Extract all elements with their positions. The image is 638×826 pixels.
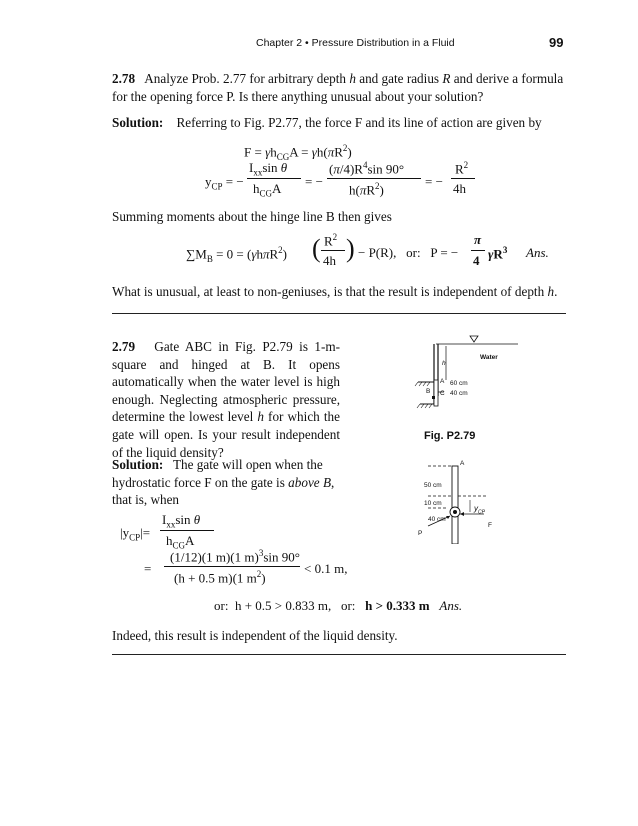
problem-2-79-conclusion: Indeed, this result is independent of the liquid density. bbox=[112, 628, 398, 643]
label-ycp-y: y bbox=[474, 504, 478, 513]
water-surface-marker bbox=[470, 336, 478, 342]
problem-2-79-solution: Solution: The gate will open when the hydrostatic force F on the gate is above B, that is, when bbox=[112, 457, 335, 508]
label-50cm: 50 cm bbox=[424, 482, 442, 489]
label-10cm: 10 cm bbox=[424, 500, 442, 507]
problem-2-78-solution-intro bbox=[112, 114, 566, 132]
equation-abs-ycp: $|y_{CP}|=$ $I_{xx}\sin$ θ $h_{CG}A$ bbox=[120, 512, 240, 550]
divider bbox=[112, 654, 566, 655]
label-ycp-sub: CP bbox=[478, 509, 485, 516]
equation-moment-sum: $\sum M_B = 0 = (\gamma h\pi R^2)$ ( $R^2$ 4h ) − P(R), or: P = − π 4 $\gamma R^3$ Ans. bbox=[186, 232, 549, 268]
label-ycp bbox=[474, 504, 485, 516]
solution-label: Solution: bbox=[112, 115, 164, 130]
label-b: B bbox=[426, 388, 431, 395]
label-p: P bbox=[418, 530, 423, 537]
equation-force: $F = \gamma h_{CG}A = \gamma h(\pi R^2)$ bbox=[244, 143, 352, 162]
problem-2-78-statement: 2.78 Analyze Prob. 2.77 for arbitrary depth h and gate radius R and derive a formula for the opening force P. Is there anything unusual about your solution? bbox=[112, 71, 564, 104]
running-header: Chapter 2 • Pressure Distribution in a Fluid bbox=[256, 37, 455, 49]
solution-intro-text: Referring to Fig. P2.77, the force F and its line of action are given by bbox=[176, 115, 542, 130]
problem-number: 2.78 bbox=[112, 71, 136, 86]
label-c: C bbox=[440, 390, 445, 397]
label-water: Water bbox=[480, 354, 498, 361]
summing-text: Summing moments about the hinge line B then gives bbox=[112, 209, 392, 224]
problem-2-79-statement: 2.79 Gate ABC in Fig. P2.79 is 1-m-square and hinged at B. It opens automatically when the water level is high enough. Neglecting atmospheric pressure, determine the lowest level h for which the gate will open. Is your result independent of the liquid density? bbox=[112, 339, 340, 460]
figure-caption: Fig. P2.79 bbox=[424, 430, 476, 442]
label-40cm-bottom: 40 cm bbox=[428, 516, 446, 523]
solution-label: Solution: bbox=[112, 457, 164, 472]
label-40cm: 40 cm bbox=[450, 390, 468, 397]
label-60cm: 60 cm bbox=[450, 380, 468, 387]
equation-numeric: = (1/12)(1 m)(1 m)$^3$sin 90° (h + 0.5 m)(1 $m^2$) < 0.1 m, bbox=[144, 548, 348, 586]
page-number: 99 bbox=[549, 35, 564, 50]
label-h: h bbox=[442, 360, 446, 367]
problem-2-78-conclusion: What is unusual, at least to non-geniuses, is that the result is independent of depth h. bbox=[112, 284, 558, 299]
problem-number: 2.79 bbox=[112, 339, 136, 354]
equation-ycp: $y_{CP}$ = − $I_{xx}\sin$ θ $h_{CG}A$ = − $(\pi/4)R^4\sin$ 90° $h(\pi R^2)$ = − $R^2$ 4h bbox=[205, 160, 475, 200]
label-f: F bbox=[488, 522, 492, 529]
divider bbox=[112, 313, 566, 314]
label-A-bottom: A bbox=[460, 460, 465, 467]
label-a: A bbox=[440, 378, 445, 385]
equation-result: or: h + 0.5 > 0.833 m, or: h > 0.333 m Ans. bbox=[214, 598, 463, 613]
